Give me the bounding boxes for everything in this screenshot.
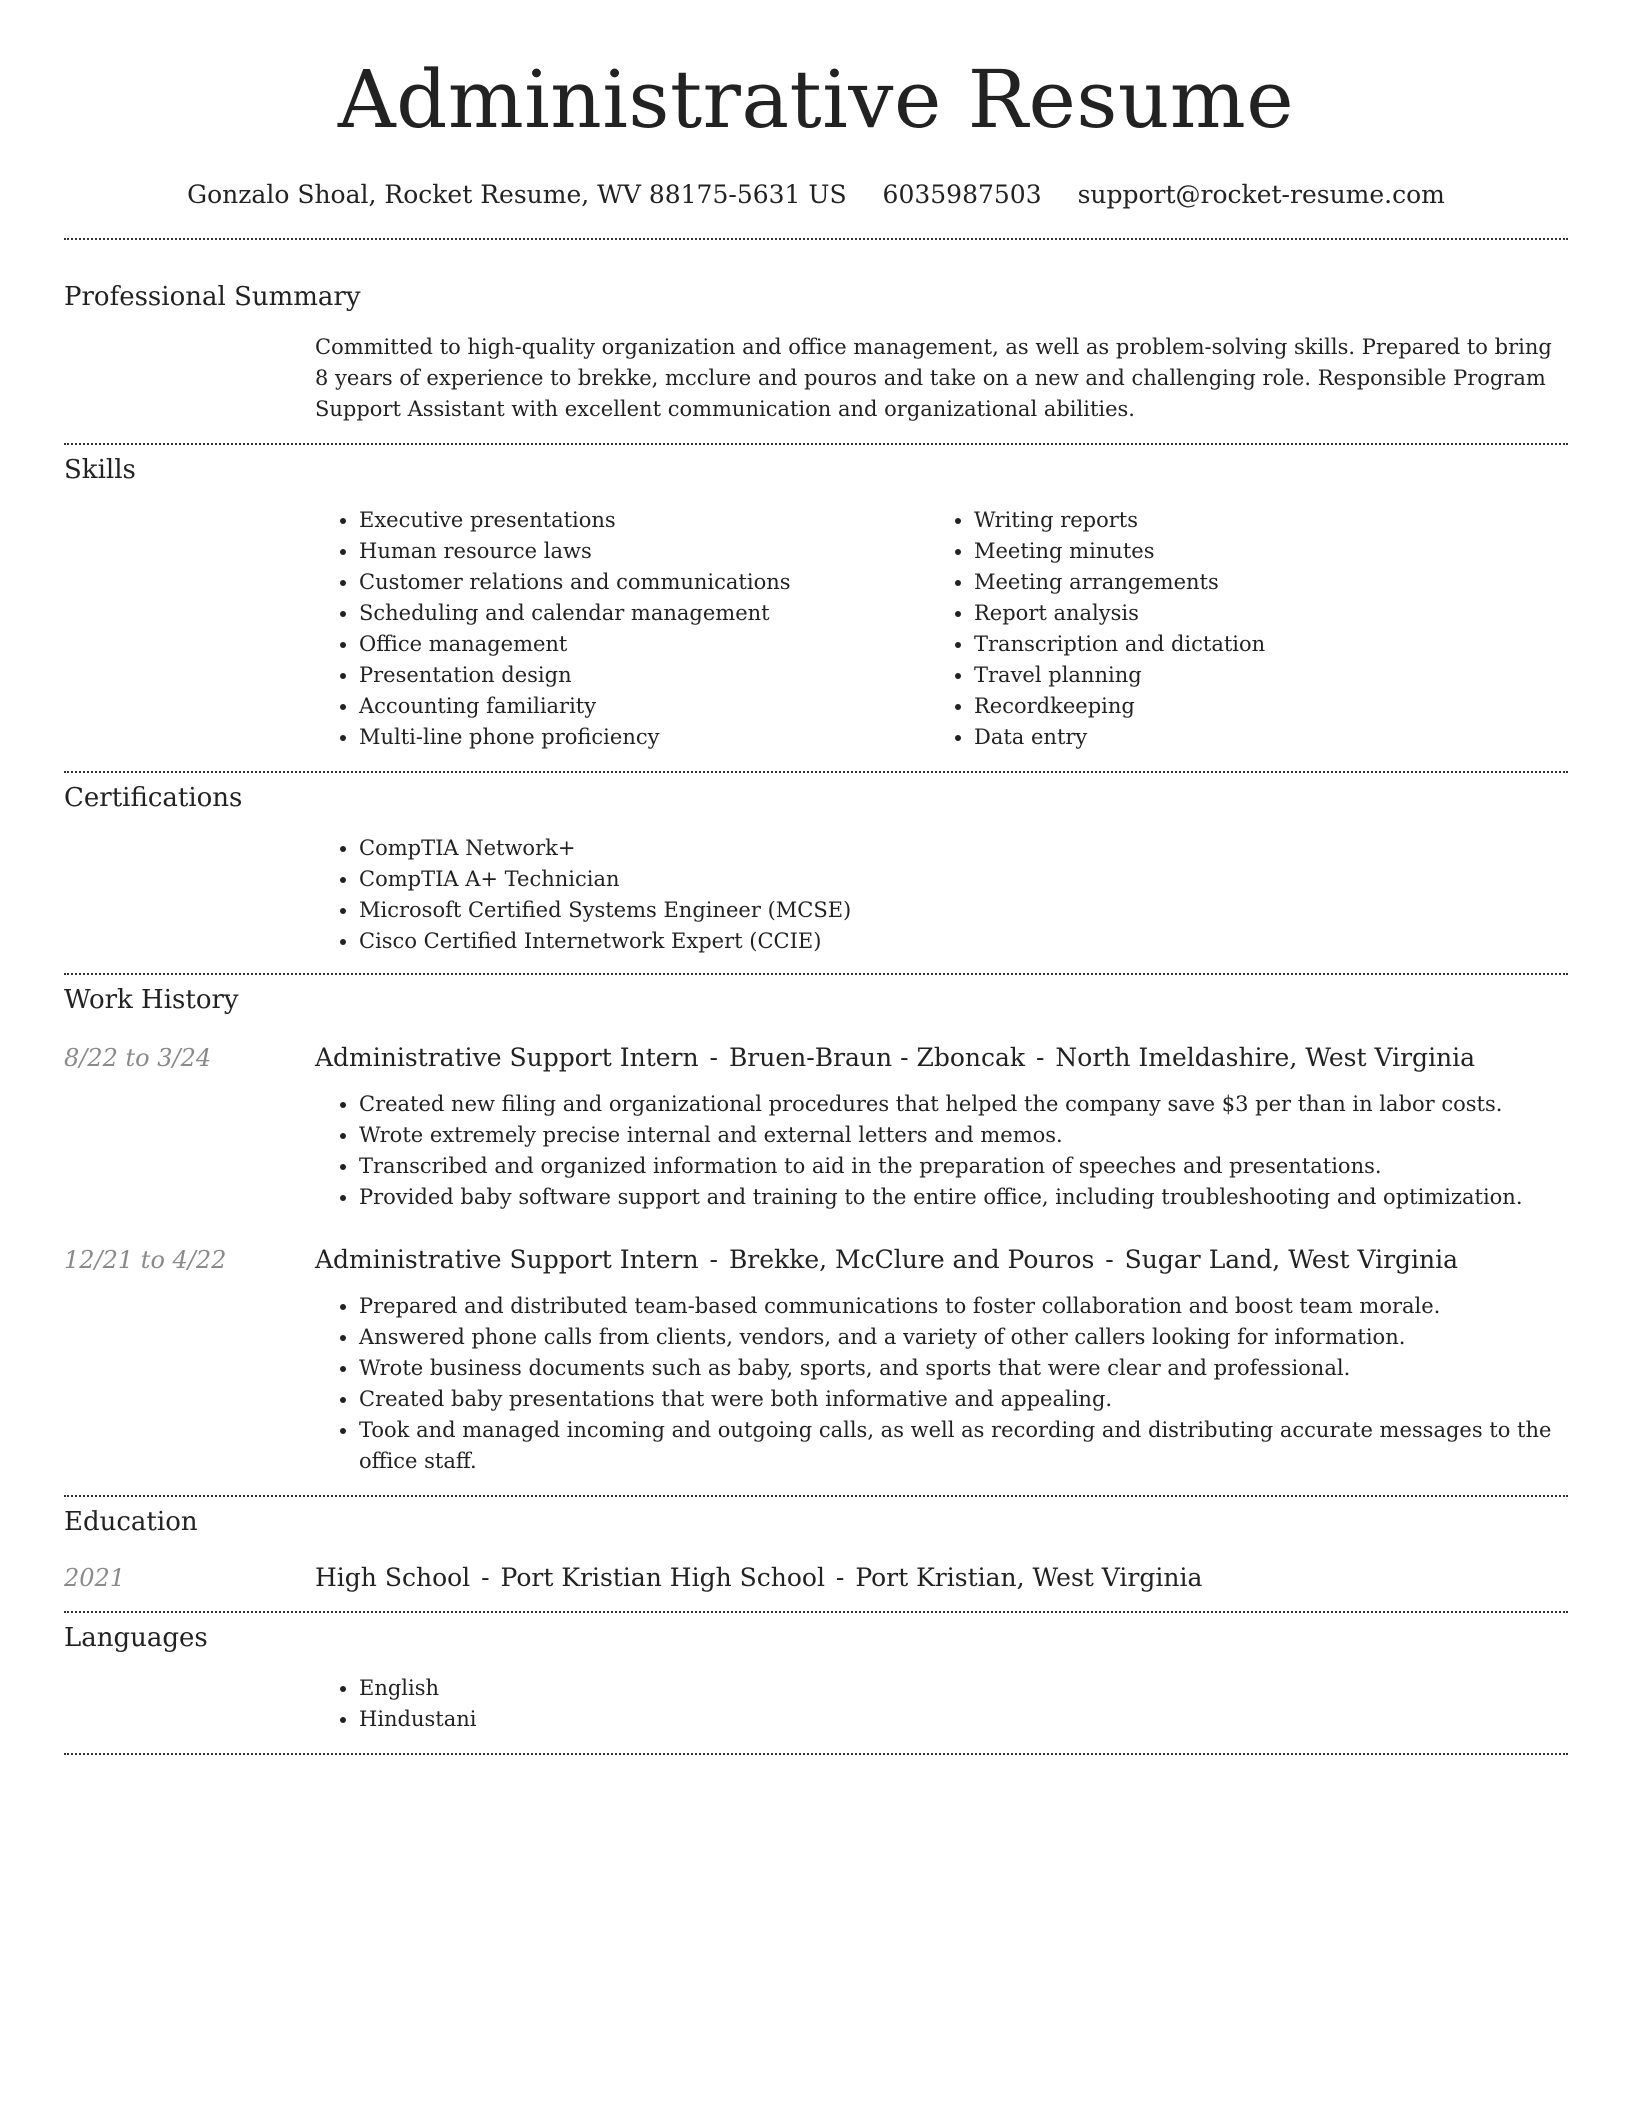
resume-page bbox=[64, 0, 1568, 1755]
work-history-section bbox=[64, 975, 1568, 1477]
job-bullets bbox=[315, 1291, 1568, 1477]
education-section bbox=[64, 1497, 1568, 1595]
education-entry bbox=[64, 1561, 1568, 1595]
job-location: Sugar Land, West Virginia bbox=[1124, 1245, 1459, 1274]
skill-item: • Meeting minutes bbox=[974, 536, 1545, 567]
summary-content bbox=[315, 332, 1568, 425]
section-title-work-history: Work History bbox=[64, 985, 239, 1015]
skill-item: • Travel planning bbox=[974, 660, 1545, 691]
job-entry bbox=[64, 1041, 1568, 1213]
contact-email: support@rocket-resume.com bbox=[1077, 180, 1445, 209]
skills-column-right bbox=[930, 505, 1545, 753]
job-bullet: • Transcribed and organized information to aid in the preparation of speeches and presentations. bbox=[359, 1151, 1568, 1182]
certification-item: • CompTIA Network+ bbox=[359, 833, 1568, 864]
job-role: Administrative Support Intern bbox=[315, 1043, 699, 1072]
section-title-summary: Professional Summary bbox=[64, 282, 361, 312]
job-dates: 8/22 to 3/24 bbox=[64, 1044, 212, 1072]
skill-item: • Customer relations and communications bbox=[359, 567, 930, 598]
skill-item: • Data entry bbox=[974, 722, 1545, 753]
language-item: • Hindustani bbox=[359, 1704, 1568, 1735]
skills-list-right bbox=[930, 505, 1545, 753]
job-company: Brekke, McClure and Pouros bbox=[728, 1245, 1095, 1274]
job-bullet: • Provided baby software support and training to the entire office, including troubleshooting and optimization. bbox=[359, 1182, 1568, 1213]
job-location: North Imeldashire, West Virginia bbox=[1055, 1043, 1476, 1072]
section-title-certifications: Certifications bbox=[64, 783, 243, 813]
skill-item: • Accounting familiarity bbox=[359, 691, 930, 722]
certifications-list bbox=[315, 833, 1568, 957]
job-header bbox=[64, 1041, 1568, 1075]
skill-item: • Presentation design bbox=[359, 660, 930, 691]
education-degree: High School bbox=[315, 1563, 471, 1592]
languages-content bbox=[315, 1673, 1568, 1735]
skills-section bbox=[64, 445, 1568, 753]
certification-item: • CompTIA A+ Technician bbox=[359, 864, 1568, 895]
skills-column-left bbox=[315, 505, 930, 753]
education-location: Port Kristian, West Virginia bbox=[855, 1563, 1203, 1592]
divider bbox=[64, 1753, 1568, 1755]
skill-item: • Human resource laws bbox=[359, 536, 930, 567]
language-item: • English bbox=[359, 1673, 1568, 1704]
education-year: 2021 bbox=[64, 1564, 126, 1592]
job-bullet: • Created new filing and organizational procedures that helped the company save $3 per than in labor costs. bbox=[359, 1089, 1568, 1120]
job-details bbox=[315, 1291, 1568, 1477]
job-bullet: • Prepared and distributed team-based communications to foster collaboration and boost team morale. bbox=[359, 1291, 1568, 1322]
summary-text: Committed to high-quality organization and office management, as well as problem-solving skills. Prepared to bring 8 years of experience to brekke, mcclure and pouros and take on a new and challenging role. Responsible Program Support Assistant with excellent communication and organizational abilities. bbox=[315, 335, 1552, 421]
section-title-skills: Skills bbox=[64, 455, 136, 485]
certification-item: • Microsoft Certified Systems Engineer (MCSE) bbox=[359, 895, 1568, 926]
education-title-line: High School - Port Kristian High School - Port Kristian, West Virginia bbox=[315, 1563, 1203, 1592]
languages-section bbox=[64, 1613, 1568, 1735]
certifications-content bbox=[315, 833, 1568, 957]
job-bullet: • Wrote business documents such as baby, sports, and sports that were clear and professional. bbox=[359, 1353, 1568, 1384]
job-bullet: • Wrote extremely precise internal and external letters and memos. bbox=[359, 1120, 1568, 1151]
section-title-education: Education bbox=[64, 1507, 198, 1537]
contact-phone: 6035987503 bbox=[882, 180, 1042, 209]
job-title-line: Administrative Support Intern - Brekke, McClure and Pouros - Sugar Land, West Virginia bbox=[315, 1245, 1459, 1274]
job-header bbox=[64, 1243, 1568, 1277]
job-title-line: Administrative Support Intern - Bruen-Braun - Zboncak - North Imeldashire, West Virginia bbox=[315, 1043, 1476, 1072]
job-entry bbox=[64, 1243, 1568, 1477]
section-title-languages: Languages bbox=[64, 1623, 208, 1653]
job-bullet: • Took and managed incoming and outgoing calls, as well as recording and distributing accurate messages to the office staff. bbox=[359, 1415, 1568, 1477]
skill-item: • Report analysis bbox=[974, 598, 1545, 629]
certification-item: • Cisco Certified Internetwork Expert (CCIE) bbox=[359, 926, 1568, 957]
job-bullet: • Answered phone calls from clients, vendors, and a variety of other callers looking for information. bbox=[359, 1322, 1568, 1353]
skill-item: • Transcription and dictation bbox=[974, 629, 1545, 660]
education-school: Port Kristian High School bbox=[500, 1563, 825, 1592]
languages-list bbox=[315, 1673, 1568, 1735]
skill-item: • Executive presentations bbox=[359, 505, 930, 536]
contact-address: Gonzalo Shoal, Rocket Resume, WV 88175-5631 US bbox=[187, 180, 847, 209]
job-company: Bruen-Braun - Zboncak bbox=[728, 1043, 1026, 1072]
skill-item: • Multi-line phone proficiency bbox=[359, 722, 930, 753]
skill-item: • Scheduling and calendar management bbox=[359, 598, 930, 629]
resume-title: Administrative Resume bbox=[337, 53, 1295, 146]
skill-item: • Office management bbox=[359, 629, 930, 660]
skills-list-left bbox=[315, 505, 930, 753]
job-role: Administrative Support Intern bbox=[315, 1245, 699, 1274]
job-bullet: • Created baby presentations that were both informative and appealing. bbox=[359, 1384, 1568, 1415]
job-details bbox=[315, 1089, 1568, 1213]
summary-section bbox=[64, 240, 1568, 425]
skill-item: • Meeting arrangements bbox=[974, 567, 1545, 598]
contact-line bbox=[64, 178, 1568, 212]
certifications-section bbox=[64, 773, 1568, 957]
job-dates: 12/21 to 4/22 bbox=[64, 1246, 227, 1274]
skills-columns bbox=[315, 505, 1568, 753]
skill-item: • Writing reports bbox=[974, 505, 1545, 536]
job-bullets bbox=[315, 1089, 1568, 1213]
skill-item: • Recordkeeping bbox=[974, 691, 1545, 722]
